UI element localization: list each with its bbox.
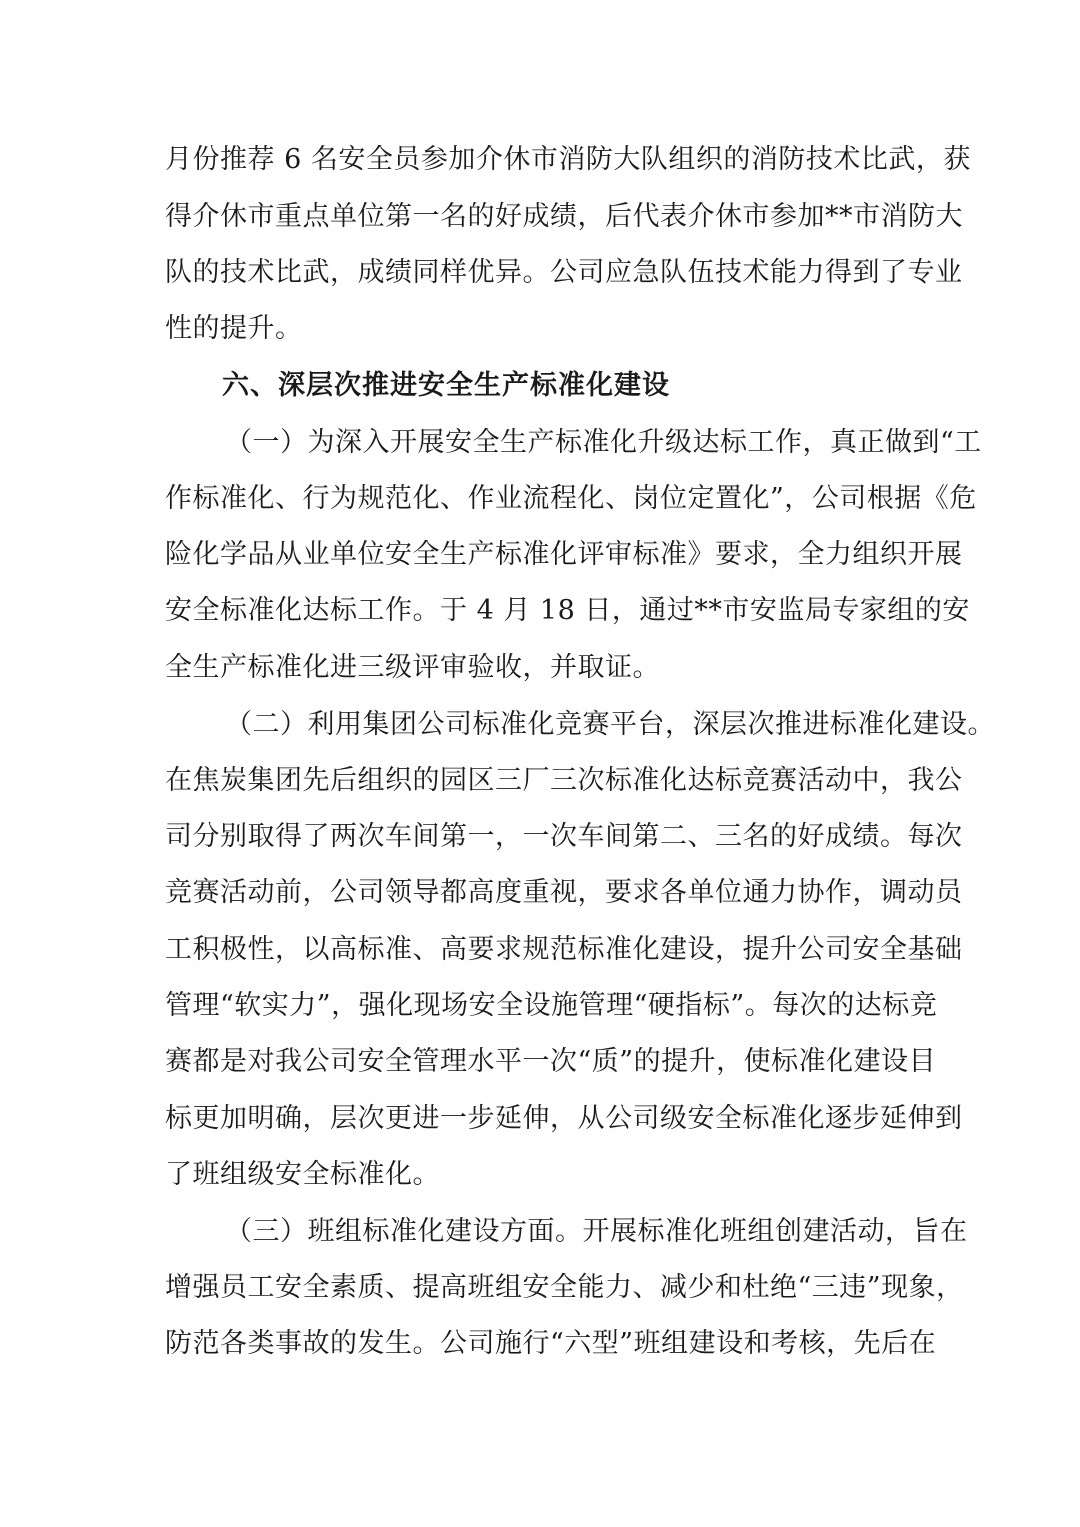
paragraph-line: 管理“软实力”，强化现场安全设施管理“硬指标”。每次的达标竞	[165, 990, 938, 1021]
paragraph-line: （二）利用集团公司标准化竞赛平台，深层次推进标准化建设。	[225, 709, 995, 740]
paragraph-line: 全生产标准化进三级评审验收，并取证。	[165, 652, 660, 683]
paragraph-line: 性的提升。	[165, 313, 303, 344]
paragraph-line: 在焦炭集团先后组织的园区三厂三次标准化达标竞赛活动中，我公	[165, 765, 963, 796]
paragraph-line: （三）班组标准化建设方面。开展标准化班组创建活动，旨在	[225, 1216, 968, 1247]
paragraph-line: 标更加明确，层次更进一步延伸，从公司级安全标准化逐步延伸到	[165, 1103, 963, 1134]
paragraph-line: 队的技术比武，成绩同样优异。公司应急队伍技术能力得到了专业	[165, 257, 963, 288]
paragraph-line: 了班组级安全标准化。	[165, 1159, 440, 1190]
section-heading: 六、深层次推进安全生产标准化建设	[222, 370, 670, 401]
paragraph-line: 工积极性，以高标准、高要求规范标准化建设，提升公司安全基础	[165, 934, 963, 965]
paragraph-line: 司分别取得了两次车间第一，一次车间第二、三名的好成绩。每次	[165, 821, 963, 852]
paragraph-line: 防范各类事故的发生。公司施行“六型”班组建设和考核，先后在	[165, 1328, 937, 1359]
paragraph-line: 安全标准化达标工作。于 4 月 18 日，通过**市安监局专家组的安	[165, 595, 970, 626]
paragraph-line: 月份推荐 6 名安全员参加介休市消防大队组织的消防技术比武，获	[165, 144, 971, 175]
paragraph-line: 增强员工安全素质、提高班组安全能力、减少和杜绝“三违”现象，	[165, 1272, 964, 1303]
paragraph-line: （一）为深入开展安全生产标准化升级达标工作，真正做到“工	[225, 427, 982, 458]
paragraph-line: 作标准化、行为规范化、作业流程化、岗位定置化”，公司根据《危	[165, 483, 977, 514]
paragraph-line: 竞赛活动前，公司领导都高度重视，要求各单位通力协作，调动员	[165, 877, 963, 908]
paragraph-line: 险化学品从业单位安全生产标准化评审标准》要求，全力组织开展	[165, 539, 963, 570]
paragraph-line: 得介休市重点单位第一名的好成绩，后代表介休市参加**市消防大	[165, 201, 963, 232]
paragraph-line: 赛都是对我公司安全管理水平一次“质”的提升，使标准化建设目	[165, 1046, 937, 1077]
